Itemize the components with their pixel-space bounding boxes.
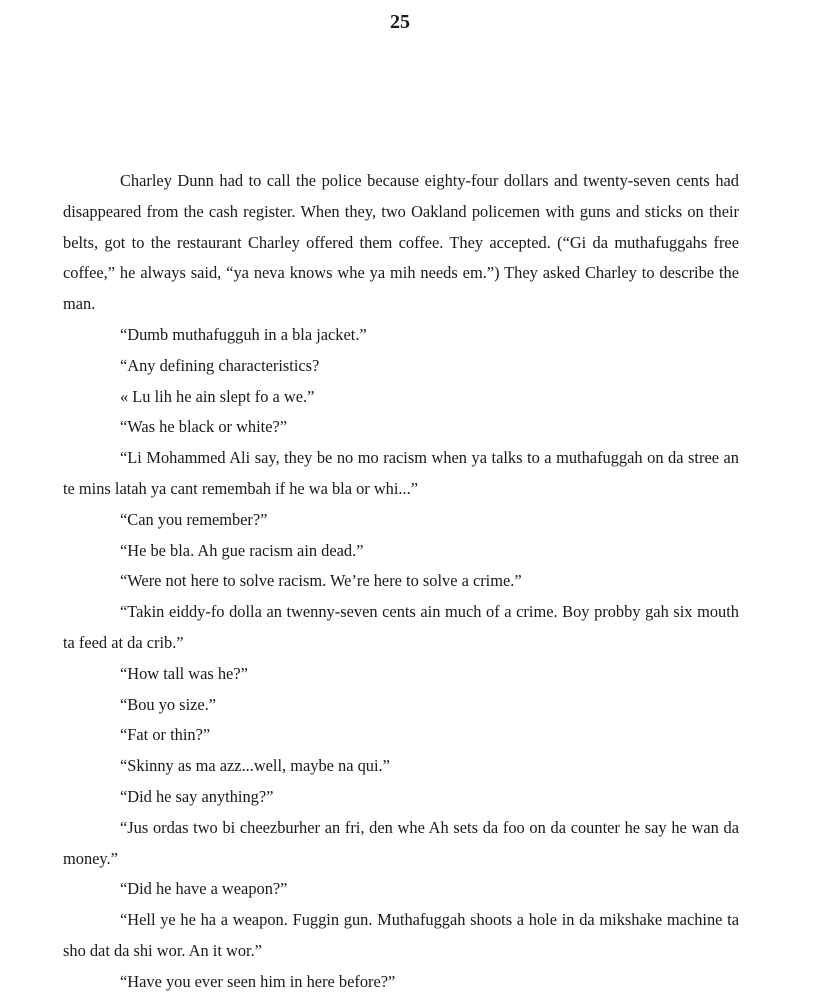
paragraph: “Bou yo size.” bbox=[120, 694, 217, 714]
paragraph: “Li Mohammed Ali say, they be no mo racism when ya talks to a muthafuggah on da stree an te mins latah ya cant remembah if he wa bla or whi...” bbox=[63, 448, 739, 498]
paragraph: “Did he have a weapon?” bbox=[120, 879, 288, 899]
paragraph: “Takin eiddy-fo dolla an twenny-seven cents ain much of a crime. Boy probby gah six mouth ta feed at da crib.” bbox=[63, 602, 739, 652]
paragraph: “Jus ordas two bi cheezburher an fri, den whe Ah sets da foo on da counter he say he wan da money.” bbox=[63, 817, 739, 868]
paragraph: “Was he black or white?” bbox=[120, 417, 288, 437]
paragraph: “Hell ye he ha a weapon. Fuggin gun. Muthafuggah shoots a hole in da mikshake machine ta sho dat da shi wor. An it wor.” bbox=[63, 910, 739, 960]
paragraph: “Fat or thin?” bbox=[120, 725, 211, 745]
paragraph: “He be bla. Ah gue racism ain dead.” bbox=[120, 540, 364, 560]
text-body bbox=[63, 166, 739, 998]
paragraph: Charley Dunn had to call the police because eighty-four dollars and twenty-seven cents had disappeared from the cash register. When they, two Oakland policemen with guns and sticks on their belts, got to the restaurant Charley offered them coffee. They accepted. (“Gi da muthafuggahs free coffee,” he always said, “ya neva knows whe ya mih needs em.”) They asked Charley to describe the man. bbox=[63, 171, 739, 314]
page-number: 25 bbox=[390, 11, 410, 33]
paragraph: “Skinny as ma azz...well, maybe na qui.” bbox=[120, 756, 390, 776]
paragraph: “Can you remember?” bbox=[120, 509, 268, 529]
paragraph: “Dumb muthafugguh in a bla jacket.” bbox=[120, 324, 367, 344]
paragraph: “Were not here to solve racism. We’re here to solve a crime.” bbox=[120, 571, 522, 591]
paragraph: “Did he say anything?” bbox=[120, 786, 274, 806]
paragraph: “Any defining characteristics? bbox=[120, 355, 320, 375]
paragraph: “Have you ever seen him in here before?” bbox=[120, 971, 396, 991]
paragraph: “How tall was he?” bbox=[120, 663, 248, 683]
paragraph: « Lu lih he ain slept fo a we.” bbox=[120, 386, 315, 406]
